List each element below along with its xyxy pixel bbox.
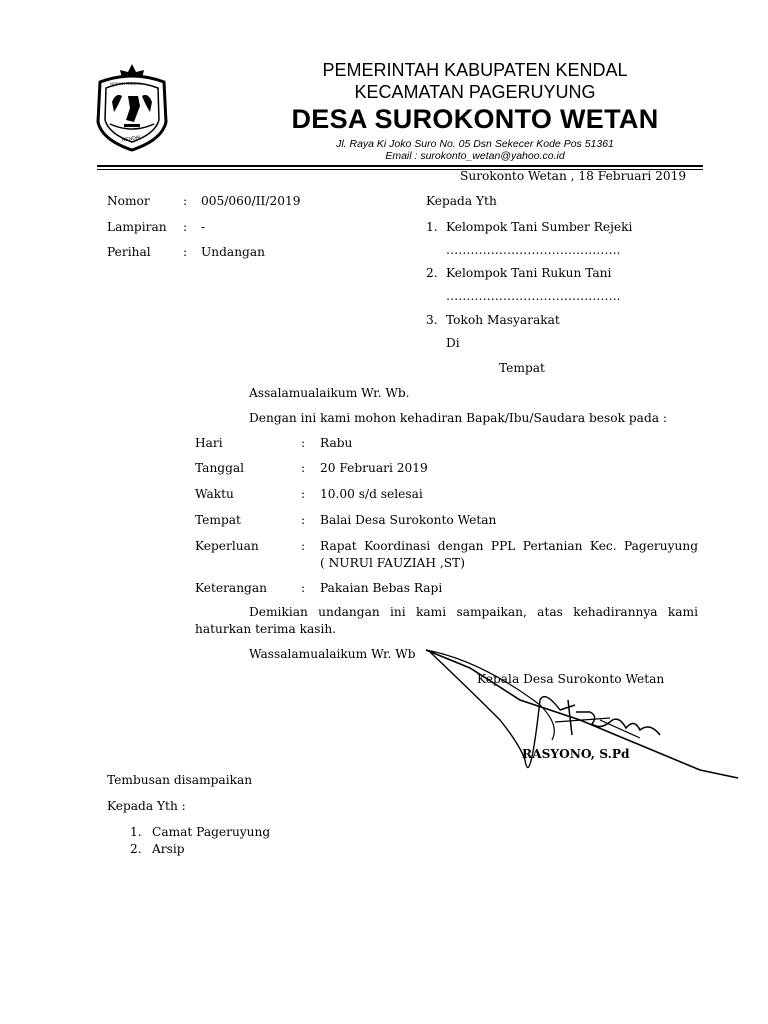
recipients-heading: Kepada Yth bbox=[426, 194, 497, 208]
recipient-2-text: Kelompok Tani Rukun Tani bbox=[446, 266, 612, 280]
letterhead-rule-thick bbox=[97, 165, 703, 167]
detail-colon: : bbox=[301, 581, 306, 595]
detail-colon: : bbox=[301, 539, 306, 553]
detail-value-keperluan-line2: ( NURUl FAUZIAH ,ST) bbox=[320, 556, 465, 570]
place-date: Surokonto Wetan , 18 Februari 2019 bbox=[460, 169, 687, 183]
signature-title: Kepala Desa Surokonto Wetan bbox=[477, 672, 665, 686]
intro: Dengan ini kami mohon kehadiran Bapak/Ibu/Saudara besok pada : bbox=[249, 411, 667, 425]
lampiran-colon: : bbox=[183, 220, 188, 234]
detail-value-keterangan: Pakaian Bebas Rapi bbox=[320, 581, 443, 595]
closing-line1: Demikian undangan ini kami sampaikan, atas kehadirannya kami bbox=[249, 605, 698, 619]
letterhead-line2: KECAMATAN PAGERUYUNG bbox=[354, 82, 596, 102]
letterhead-address: Jl. Raya Ki Joko Suro No. 05 Dsn Sekecer Kode Pos 51361 bbox=[336, 138, 614, 150]
recipients-di: Di bbox=[446, 336, 460, 350]
cc-to: Kepada Yth : bbox=[107, 799, 186, 813]
detail-value-hari: Rabu bbox=[320, 436, 353, 450]
signatory-name: RASYONO, S.Pd bbox=[522, 747, 630, 761]
detail-label-keperluan: Keperluan bbox=[195, 539, 259, 553]
recipient-1-dots: ……………………………………. bbox=[446, 243, 621, 257]
detail-colon: : bbox=[301, 436, 306, 450]
perihal-label: Perihal bbox=[107, 245, 151, 259]
perihal-colon: : bbox=[183, 245, 188, 259]
perihal-value: Undangan bbox=[201, 245, 265, 259]
recipient-3-num: 3. bbox=[426, 313, 438, 327]
cc-item-2-num: 2. bbox=[130, 842, 142, 856]
detail-value-waktu: 10.00 s/d selesai bbox=[320, 487, 423, 501]
detail-value-tanggal: 20 Februari 2019 bbox=[320, 461, 428, 475]
farewell: Wassalamualaikum Wr. Wb bbox=[249, 647, 416, 661]
emblem-top-text: NGESTI WIBAWA bbox=[110, 81, 143, 86]
lampiran-label: Lampiran bbox=[107, 220, 167, 234]
letterhead-line1: PEMERINTAH KABUPATEN KENDAL bbox=[322, 60, 628, 80]
kendal-emblem-icon bbox=[92, 62, 172, 152]
lampiran-value: - bbox=[201, 220, 206, 234]
recipients-tempat: Tempat bbox=[499, 361, 545, 375]
detail-value-keperluan: Rapat Koordinasi dengan PPL Pertanian Kec. Pageruyung bbox=[320, 539, 698, 553]
cc-item-1-num: 1. bbox=[130, 825, 142, 839]
nomor-colon: : bbox=[183, 194, 188, 208]
cc-item-1-text: Camat Pageruyung bbox=[152, 825, 271, 839]
letterhead-email: Email : surokonto_wetan@yahoo.co.id bbox=[385, 150, 565, 162]
letterhead-title: DESA SUROKONTO WETAN bbox=[291, 104, 659, 134]
nomor-value: 005/060/II/2019 bbox=[201, 194, 301, 208]
detail-colon: : bbox=[301, 461, 306, 475]
detail-colon: : bbox=[301, 513, 306, 527]
cc-heading: Tembusan disampaikan bbox=[107, 773, 253, 787]
cc-item-2-text: Arsip bbox=[152, 842, 185, 856]
recipient-3-text: Tokoh Masyarakat bbox=[446, 313, 560, 327]
detail-value-tempat: Balai Desa Surokonto Wetan bbox=[320, 513, 497, 527]
recipient-2-num: 2. bbox=[426, 266, 438, 280]
detail-label-keterangan: Keterangan bbox=[195, 581, 267, 595]
recipient-1-num: 1. bbox=[426, 220, 438, 234]
detail-label-hari: Hari bbox=[195, 436, 223, 450]
recipient-2-dots: ……………………………………. bbox=[446, 289, 621, 303]
closing-line2: haturkan terima kasih. bbox=[195, 622, 337, 636]
nomor-label: Nomor bbox=[107, 194, 150, 208]
detail-label-tempat: Tempat bbox=[195, 513, 241, 527]
detail-label-tanggal: Tanggal bbox=[195, 461, 245, 475]
emblem-bottom-text: KENDAL bbox=[121, 134, 143, 144]
recipient-1-text: Kelompok Tani Sumber Rejeki bbox=[446, 220, 633, 234]
detail-label-waktu: Waktu bbox=[195, 487, 234, 501]
greeting: Assalamualaikum Wr. Wb. bbox=[249, 386, 410, 400]
detail-colon: : bbox=[301, 487, 306, 501]
